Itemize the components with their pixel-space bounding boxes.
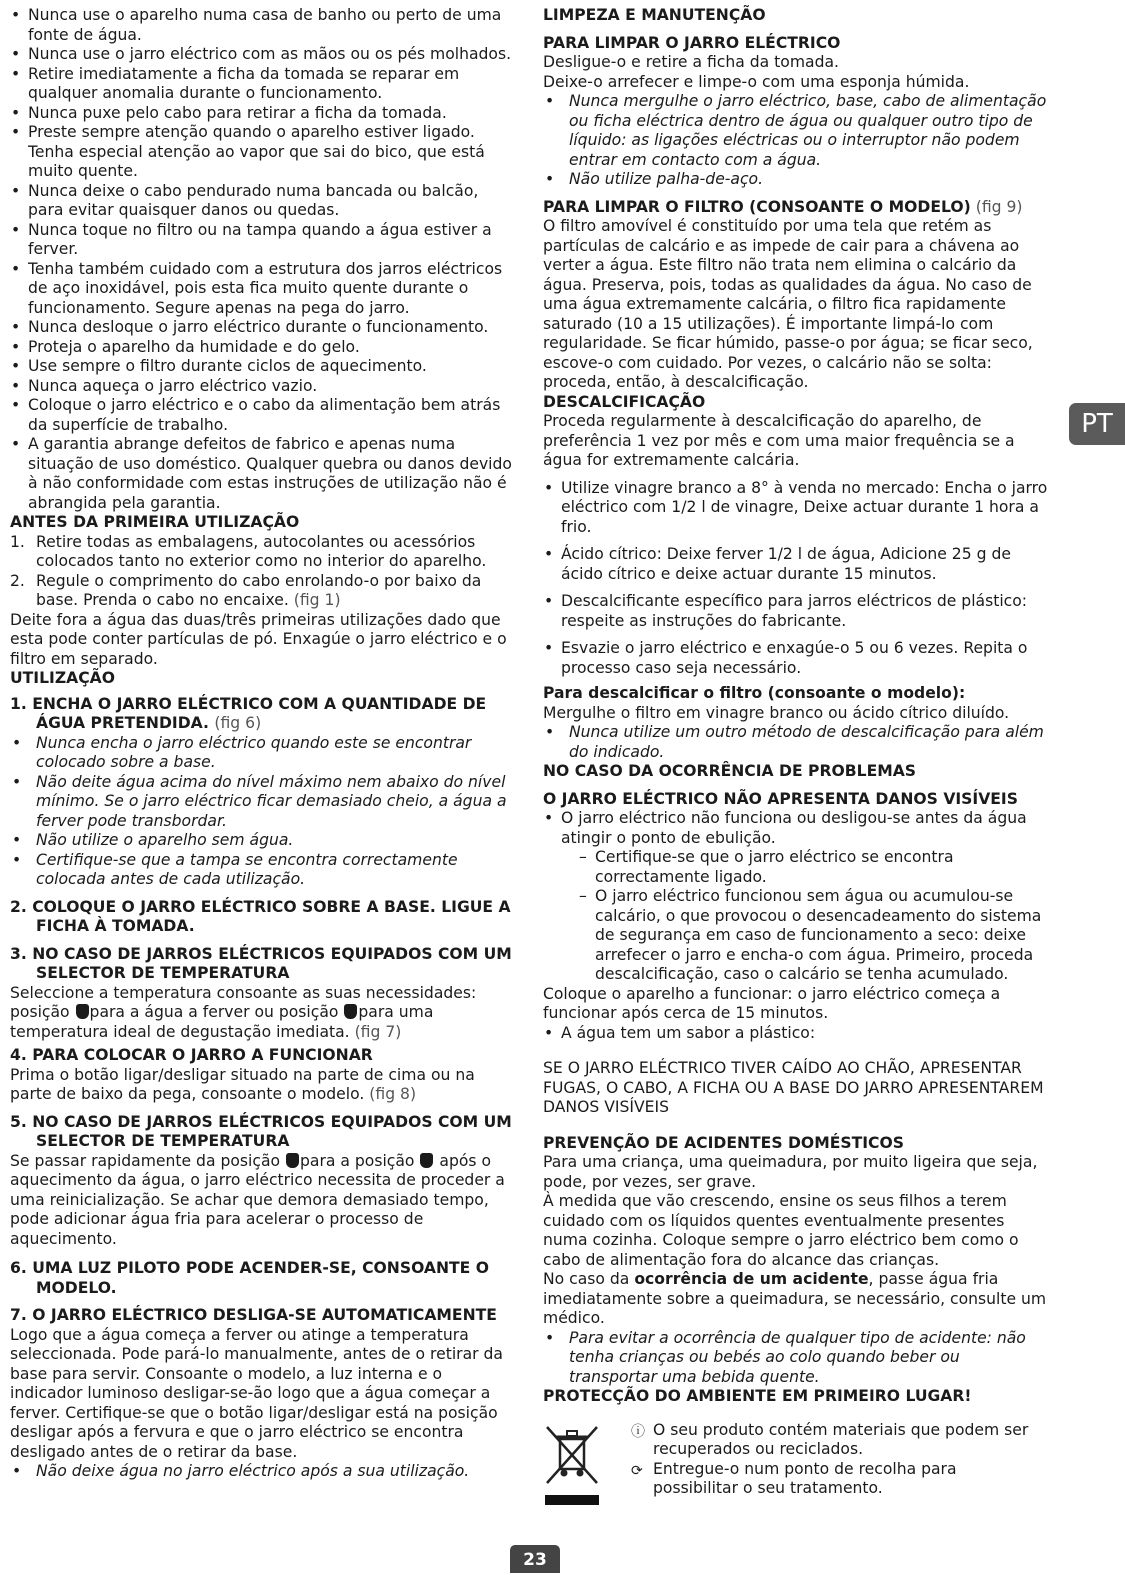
list-item: • Não deixe água no jarro eléctrico após a sua utilização. [10,1462,513,1482]
step-heading-4: 4. PARA COLOCAR O JARRO A FUNCIONAR [10,1046,373,1064]
section-heading-ambiente: PROTECÇÃO DO AMBIENTE EM PRIMEIRO LUGAR! [543,1387,972,1405]
step-5-text: Se passar rapidamente da posição para a posição após o aquecimento da água, o jarro eléctrico necessita de proceder a uma reinicialização. Se achar que demora demasiado tempo, pode adicionar água fria para acelerar o processo de aquecimento. [10,1151,505,1248]
step-heading-5: 5. NO CASO DE JARROS ELÉCTRICOS EQUIPADOS COM UM SELECTOR DE TEMPERATURA [10,1112,512,1150]
list-item: • A garantia abrange defeitos de fabrico e apenas numa situação de uso doméstico. Qualquer quebra ou danos devido à não conformidade com estas instruções de utilização não é abrangida pela garantia. [10,435,513,513]
list-item: • Nunca use o aparelho numa casa de banho ou perto de uma fonte de água. [10,6,513,45]
list-item [10,533,513,572]
paragraph: Deixe-o arrefecer e limpe-o com uma esponja húmida. [543,72,970,91]
list-item: • Ácido cítrico: Deixe ferver 1/2 l de água, Adicione 25 g de ácido cítrico e deixe actuar durante 15 minutos. [543,545,1048,584]
prevencao-notes [543,1329,1048,1388]
sub-list [573,848,1048,985]
subheading-limpar-filtro: PARA LIMPAR O FILTRO (CONSOANTE O MODELO) (fig 9) [543,197,1023,216]
left-column [10,6,513,1482]
section-heading-utilizacao: UTILIZAÇÃO [10,669,115,687]
step-3-text: Seleccione a temperatura consoante as suas necessidades: posição para a água a ferver ou posição para uma temperatura ideal de degustação imediata. (fig 7) [10,983,477,1041]
paragraph: No caso da ocorrência de um acidente, passe água fria imediatamente sobre a queimadura, se necessário, consulte um médico. [543,1270,1047,1327]
figure-ref: (fig 7) [354,1022,402,1041]
list-item: • Não utilize palha-de-aço. [543,170,1048,190]
environment-list [631,1421,1041,1499]
list-item: – O jarro eléctrico funcionou sem água ou acumulou-se calcário, o que provocou o desencadeamento do sistema de segurança em caso de funcionamento a seco: deixe arrefecer o jarro e encha-o com água. Primeiro, proceda descalcificação, caso o calcário se tenha acumulado. [573,887,1048,985]
figure-ref: (fig 9) [975,197,1023,216]
section-heading-limpeza: LIMPEZA E MANUTENÇÃO [543,6,766,24]
list-item: • Utilize vinagre branco a 8° à venda no mercado: Encha o jarro eléctrico com 1/2 l de vinagre, Deixe actuar durante 1 hora a frio. [543,479,1048,538]
list-item: • Esvazie o jarro eléctrico e enxagúe-o 5 ou 6 vezes. Repita o processo caso seja necessário. [543,639,1048,678]
list-item: • Tenha também cuidado com a estrutura dos jarros eléctricos de aço inoxidável, pois esta fica muito quente durante o funcionamento. Segure apenas na pega do jarro. [10,260,513,319]
list-item: • Retire imediatamente a ficha da tomada se reparar em qualquer anomalia durante o funcionamento. [10,65,513,104]
figure-ref: (fig 1) [293,591,341,609]
safety-list [10,6,513,513]
list-item: ⓘ O seu produto contém materiais que podem ser recuperados ou reciclados. [631,1420,1029,1458]
list-item: • O jarro eléctrico não funciona ou desligou-se antes da água atingir o ponto de ebulição. – Certifique-se que o jarro eléctrico se encontra correctamente ligado. – O jarro eléctrico funcionou sem água ou acumulou-se calcário, o que provocou o desencadeamento do sistema de segurança em caso de funcionamento a seco: deixe arrefecer o jarro e encha-o com água. Primeiro, proceda descalcificação, caso o calcário se tenha acumulado. [543,809,1048,985]
section-heading-problemas: NO CASO DA OCORRÊNCIA DE PROBLEMAS [543,762,917,780]
list-item: • A água tem um sabor a plástico: [543,1024,1048,1044]
paragraph: Proceda regularmente à descalcificação do aparelho, de preferência 1 vez por mês e com uma maior frequência se a água for extremamente calcária. [543,412,1015,469]
descalcificar-filtro-notes [543,723,1048,762]
step-number: 1. [10,532,25,551]
page-number: 23 [510,1545,560,1573]
caido-heading: SE O JARRO ELÉCTRICO TIVER CAÍDO AO CHÃO, APRESENTAR FUGAS, O CABO, A FICHA OU A BASE DO JARRO APRESENTAREM DANOS VISÍVEIS [543,1059,1044,1116]
list-item: • Nunca aqueça o jarro eléctrico vazio. [10,377,513,397]
list-item: • Preste sempre atenção quando o aparelho estiver ligado. Tenha especial atenção ao vapor que sai do bico, que está muito quente. [10,123,513,182]
list-item: • Nunca desloque o jarro eléctrico durante o funcionamento. [10,318,513,338]
problemas-list [543,809,1048,985]
weee-crossed-bin-icon [543,1421,601,1509]
antes-note: Deite fora a água das duas/três primeiras utilizações dado que esta pode conter partículas de pó. Enxagúe o jarro eléctrico e o filtro em separado. [10,610,507,668]
list-item: • Nunca use o jarro eléctrico com as mãos ou os pés molhados. [10,45,513,65]
paragraph: Coloque o aparelho a funcionar: o jarro eléctrico começa a funcionar após cerca de 15 minutos. [543,984,1001,1022]
antes-steps [10,533,513,611]
paragraph: O filtro amovível é constituído por uma tela que retém as partículas de calcário e as impede de cair para a chávena ao verter a água. Este filtro não trata nem elimina o calcário da água. Preserva, pois, todas as qualidades da água. No caso de uma água extremamente calcária, o filtro fica rapidamente saturado (10 a 15 utilizações). É importante limpá-lo com regularidade. Se ficar húmido, passe-o por água; se ficar seco, escove-o com cuidado. Por vezes, o calcário não se solta: proceda, então, à descalcificação. [543,217,1033,391]
step-1-notes [10,734,513,890]
list-item: • Coloque o jarro eléctrico e o cabo da alimentação bem atrás da superfície de trabalho. [10,396,513,435]
paragraph: Desligue-o e retire a ficha da tomada. [543,53,839,71]
section-heading-descalcificacao: DESCALCIFICAÇÃO [543,392,706,411]
list-item: • Nunca toque no filtro ou na tampa quando a água estiver a ferver. [10,221,513,260]
step-7-notes [10,1462,513,1482]
descalcificacao-list [543,479,1048,679]
step-heading-6: 6. UMA LUZ PILOTO PODE ACENDER-SE, CONSOANTE O MODELO. [10,1259,489,1297]
subheading-sem-danos: O JARRO ELÉCTRICO NÃO APRESENTA DANOS VISÍVEIS [543,789,1018,808]
list-item: • Nunca puxe pelo cabo para retirar a ficha da tomada. [10,104,513,124]
list-item: • Nunca encha o jarro eléctrico quando este se encontrar colocado sobre a base. [10,734,513,773]
figure-ref: (fig 8) [369,1085,417,1103]
subheading-descalcificar-filtro: Para descalcificar o filtro (consoante o modelo): [543,684,966,702]
paragraph: À medida que vão crescendo, ensine os seus filhos a terem cuidado com os líquidos quentes eventualmente presentes numa cozinha. Coloque sempre o jarro eléctrico bem como o cabo de alimentação fora do alcance das crianças. [543,1192,1019,1269]
list-item: • Nunca deixe o cabo pendurado numa bancada ou balcão, para evitar quaisquer danos ou quedas. [10,182,513,221]
tea-position-icon [344,1004,357,1019]
list-item: • Não utilize o aparelho sem água. [10,831,513,851]
step-7-text: Logo que a água começa a ferver ou atinge a temperatura seleccionada. Pode pará-lo manualmente, antes de o retirar da base para servir. Consoante o modelo, a luz interna e o indicador luminoso desligar-se-ão logo que a água começar a ferver. Certifique-se que o botão ligar/desligar está na posição desligar após a fervura e que o jarro eléctrico se encontra desligado antes de o retirar da base. [10,1325,503,1461]
language-tab: PT [1069,403,1125,445]
step-number: 2. [10,571,25,590]
step-4-text: Prima o botão ligar/desligar situado na parte de cima ou na parte de baixo da pega, consoante o modelo. (fig 8) [10,1065,475,1103]
list-item: • Para evitar a ocorrência de qualquer tipo de acidente: não tenha crianças ou bebés ao colo quando beber ou transportar uma bebida quente. [543,1329,1048,1388]
list-item: ⟳ Entregue-o num ponto de recolha para possibilitar o seu tratamento. [631,1459,957,1497]
subheading-limpar-jarro: PARA LIMPAR O JARRO ELÉCTRICO [543,33,841,52]
boil-position-icon [76,1004,89,1019]
list-item: • Use sempre o filtro durante ciclos de aquecimento. [10,357,513,377]
step-text: Retire todas as embalagens, autocolantes ou acessórios colocados tanto no exterior como no interior do aparelho. [36,532,487,570]
list-item: • Proteja o aparelho da humidade e do gelo. [10,338,513,358]
figure-ref: (fig 6) [214,714,262,732]
tea-position-icon [286,1153,299,1168]
step-heading-2: 2. COLOQUE O JARRO ELÉCTRICO SOBRE A BASE. LIGUE A FICHA À TOMADA. [10,897,511,935]
recyclable-materials-icon: ⓘ [631,1423,645,1440]
step-text: Regule o comprimento do cabo enrolando-o por baixo da base. Prenda o cabo no encaixe. [36,571,482,609]
list-item: – Certifique-se que o jarro eléctrico se encontra correctamente ligado. [573,848,1048,887]
boil-position-icon [420,1153,433,1168]
list-item: • Nunca utilize um outro método de descalcificação para além do indicado. [543,723,1048,762]
list-item [10,572,513,611]
step-heading-3: 3. NO CASO DE JARROS ELÉCTRICOS EQUIPADOS COM UM SELECTOR DE TEMPERATURA [10,944,512,982]
sabor-list [543,1024,1048,1044]
section-heading-antes: ANTES DA PRIMEIRA UTILIZAÇÃO [10,513,300,531]
collection-point-icon: ⟳ [631,1462,643,1479]
step-heading-1: 1. ENCHA O JARRO ELÉCTRICO COM A QUANTIDADE DE ÁGUA PRETENDIDA. (fig 6) [10,694,487,732]
right-column [543,6,1048,1509]
list-item: • Certifique-se que a tampa se encontra correctamente colocada antes de cada utilização. [10,851,513,890]
environment-block [543,1421,1048,1509]
list-item: • Não deite água acima do nível máximo nem abaixo do nível mínimo. Se o jarro eléctrico ficar demasiado cheio, a água a ferver pode transbordar. [10,773,513,832]
paragraph: Para uma criança, uma queimadura, por muito ligeira que seja, pode, por vezes, ser grave. [543,1153,1038,1191]
list-item: • Descalcificante específico para jarros eléctricos de plástico: respeite as instruções do fabricante. [543,592,1048,631]
section-heading-prevencao: PREVENÇÃO DE ACIDENTES DOMÉSTICOS [543,1133,904,1152]
limpar-jarro-notes [543,92,1048,190]
list-item: • Nunca mergulhe o jarro eléctrico, base, cabo de alimentação ou ficha eléctrica dentro de água ou qualquer outro tipo de líquido: as ligações eléctricas ou o interruptor não podem entrar em contacto com a água. [543,92,1048,170]
step-heading-7: 7. O JARRO ELÉCTRICO DESLIGA-SE AUTOMATICAMENTE [10,1306,497,1324]
paragraph: Mergulhe o filtro em vinagre branco ou ácido cítrico diluído. [543,703,1010,722]
